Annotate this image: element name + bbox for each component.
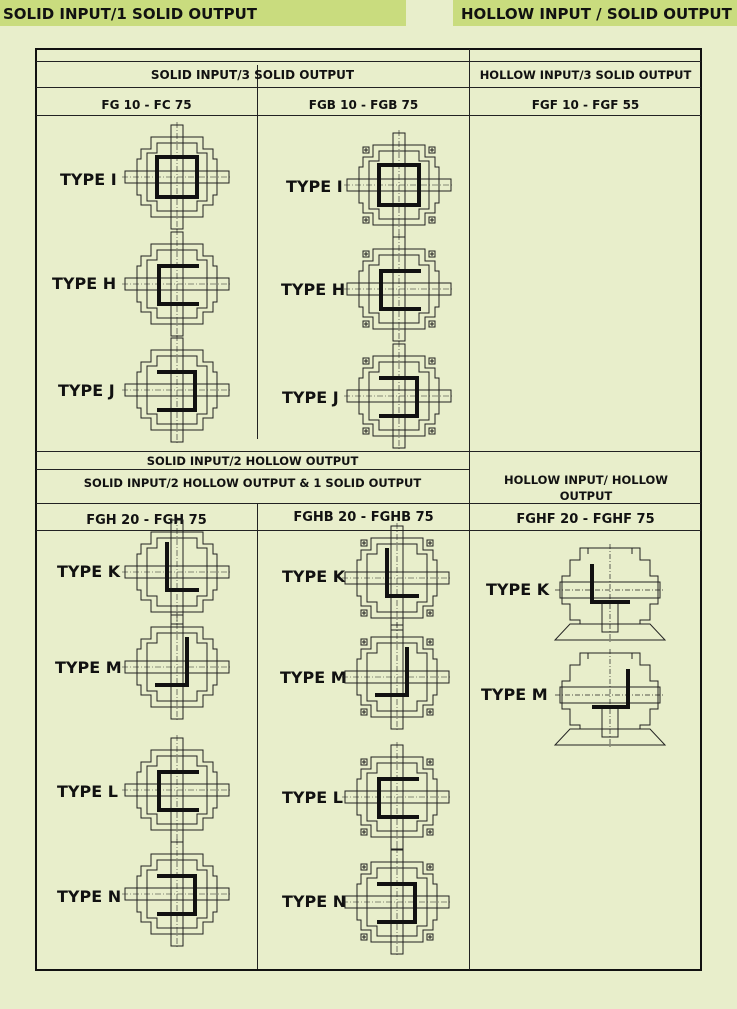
gearbox-diagram-type-i bbox=[122, 122, 232, 232]
type-label: TYPE H bbox=[52, 274, 117, 293]
column-heading-fgf: FGF 10 - FGF 55 bbox=[531, 98, 640, 112]
gearbox-diagram-type-k bbox=[555, 535, 665, 645]
type-label: TYPE K bbox=[282, 567, 346, 586]
rule bbox=[36, 87, 701, 88]
gearbox-diagram-type-i bbox=[344, 130, 454, 240]
type-label: TYPE M bbox=[55, 658, 122, 677]
type-label: TYPE J bbox=[282, 388, 339, 407]
column-heading-fgb: FGB 10 - FGB 75 bbox=[308, 98, 419, 112]
gearbox-diagram-type-m bbox=[342, 622, 452, 732]
gearbox-diagram-type-h bbox=[344, 234, 454, 344]
rule bbox=[36, 115, 701, 116]
type-label: TYPE M bbox=[280, 668, 347, 687]
type-label: TYPE K bbox=[486, 580, 550, 599]
gearbox-diagram-type-k bbox=[342, 523, 452, 633]
group-heading-hollow-input: HOLLOW INPUT/3 SOLID OUTPUT bbox=[479, 68, 692, 82]
banner-right-title: HOLLOW INPUT / SOLID OUTPUT bbox=[453, 0, 737, 26]
type-label: TYPE L bbox=[282, 788, 343, 807]
row-heading-2-hollow-output: SOLID INPUT/2 HOLLOW OUTPUT bbox=[146, 454, 359, 468]
rule bbox=[469, 49, 470, 970]
column-heading-fgh: FGH 20 - FGH 75 bbox=[86, 513, 207, 528]
gearbox-diagram-type-n bbox=[122, 839, 232, 949]
type-label: TYPE I bbox=[286, 177, 343, 196]
column-heading-fghf: FGHF 20 - FGHF 75 bbox=[516, 512, 655, 527]
gearbox-diagram-type-j bbox=[122, 335, 232, 445]
group-heading-solid-input: SOLID INPUT/3 SOLID OUTPUT bbox=[150, 68, 355, 82]
column-heading-fg: FG 10 - FC 75 bbox=[101, 98, 192, 112]
rule bbox=[257, 65, 258, 439]
rule bbox=[36, 469, 469, 470]
type-label: TYPE N bbox=[282, 892, 347, 911]
group-heading-hollow-hollow: HOLLOW INPUT/ HOLLOW OUTPUT bbox=[504, 473, 668, 503]
rule bbox=[257, 503, 258, 969]
gearbox-diagram-type-l bbox=[122, 735, 232, 845]
gearbox-diagram-type-k bbox=[122, 517, 232, 627]
gearbox-diagram-type-j bbox=[344, 341, 454, 451]
type-label: TYPE N bbox=[57, 887, 122, 906]
type-label: TYPE M bbox=[481, 685, 548, 704]
type-label: TYPE J bbox=[58, 381, 115, 400]
type-label: TYPE K bbox=[57, 562, 121, 581]
gearbox-diagram-type-l bbox=[342, 742, 452, 852]
rule bbox=[36, 61, 701, 62]
gearbox-diagram-type-h bbox=[122, 229, 232, 339]
type-label: TYPE L bbox=[57, 782, 118, 801]
rule bbox=[36, 451, 701, 452]
gearbox-diagram-type-m bbox=[555, 640, 665, 750]
group-heading-solid-input-2: SOLID INPUT/2 HOLLOW OUTPUT & 1 SOLID OUTPUT bbox=[83, 476, 422, 490]
gearbox-diagram-type-n bbox=[342, 847, 452, 957]
column-heading-fghb: FGHB 20 - FGHB 75 bbox=[293, 510, 434, 525]
gearbox-diagram-type-m bbox=[122, 612, 232, 722]
type-label: TYPE H bbox=[281, 280, 346, 299]
type-label: TYPE I bbox=[60, 170, 117, 189]
banner-left-title: SOLID INPUT/1 SOLID OUTPUT bbox=[0, 0, 406, 26]
